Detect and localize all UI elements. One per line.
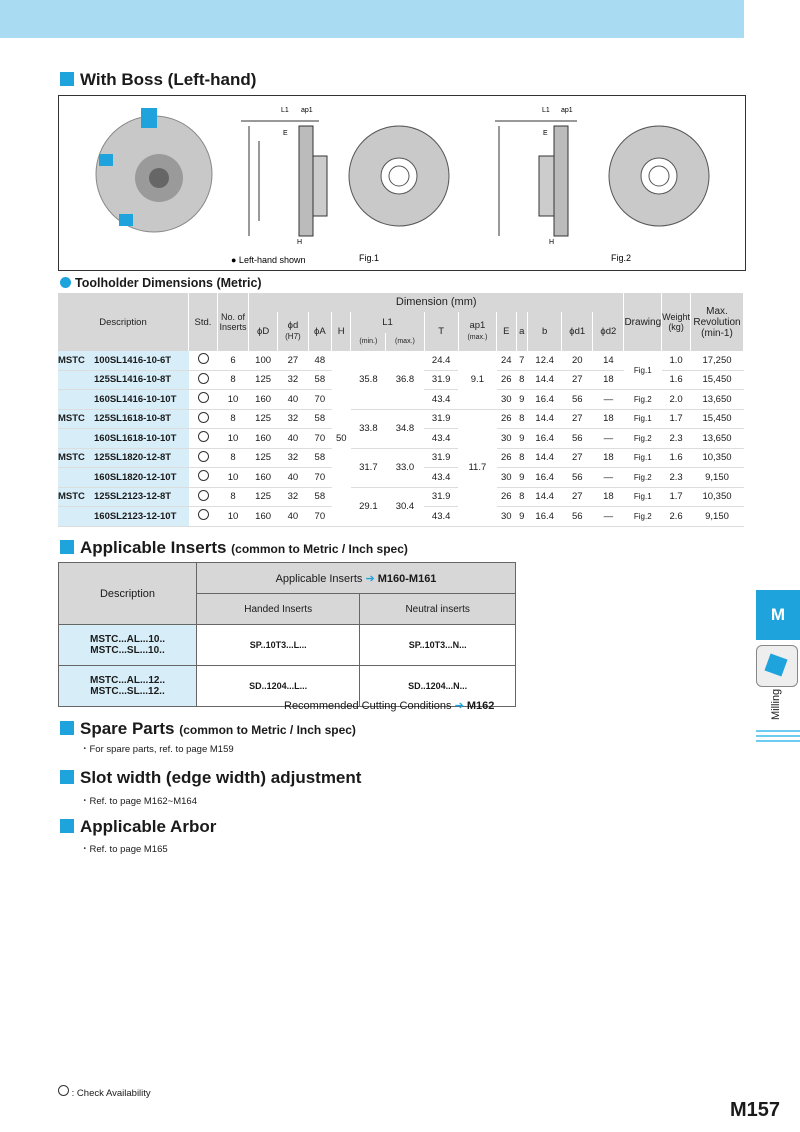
- cell-a: 8: [516, 448, 528, 468]
- section-inserts: Applicable Inserts (common to Metric / Inch spec): [60, 538, 408, 558]
- std-cell: [189, 351, 218, 370]
- label-H-2: H: [549, 239, 555, 246]
- cell-rev: 10,350: [691, 487, 744, 507]
- square-bullet-icon: [60, 819, 74, 833]
- cell-drawing: Fig.1: [624, 409, 662, 429]
- cell-d: 32: [278, 370, 308, 390]
- cell-drawing: Fig.2: [624, 507, 662, 527]
- cell-rev: 10,350: [691, 448, 744, 468]
- cell-a: 8: [516, 487, 528, 507]
- cell-drawing: Fig.1: [624, 448, 662, 468]
- availability-icon: [198, 412, 209, 423]
- cell-E: 30: [497, 507, 516, 527]
- cell-drawing: Fig.2: [624, 468, 662, 488]
- desc-cell: MSTC 125SL2123-12-8T: [58, 487, 189, 507]
- th-handed: Handed Inserts: [197, 594, 360, 625]
- cell-T: 31.9: [424, 409, 458, 429]
- cell-D: 160: [249, 468, 278, 488]
- cell-A: 70: [308, 468, 331, 488]
- cell-weight: 1.6: [662, 370, 691, 390]
- std-cell: [189, 487, 218, 507]
- cell-D: 160: [249, 507, 278, 527]
- cell-weight: 2.0: [662, 390, 691, 410]
- cell-E: 26: [497, 448, 516, 468]
- cell-d2: —: [593, 507, 624, 527]
- cell-d2: 18: [593, 370, 624, 390]
- availability-icon: [198, 451, 209, 462]
- th-L1-min: (min.): [351, 333, 386, 352]
- cell-D: 160: [249, 429, 278, 449]
- cell-b: 16.4: [528, 468, 562, 488]
- section-slot: Slot width (edge width) adjustment: [60, 768, 361, 788]
- insert-neutral: SP..10T3...N...: [360, 625, 516, 666]
- cell-n: 8: [218, 409, 249, 429]
- footnote: : Check Availability: [58, 1085, 151, 1099]
- cell-b: 16.4: [528, 429, 562, 449]
- cell-ap1: 11.7: [458, 409, 496, 526]
- cell-n: 10: [218, 468, 249, 488]
- th-max-rev: Max. Revolution (min-1): [691, 293, 744, 351]
- cell-A: 70: [308, 390, 331, 410]
- cell-D: 100: [249, 351, 278, 370]
- availability-icon: [198, 470, 209, 481]
- availability-icon: [198, 392, 209, 403]
- toolholder-heading: Toolholder Dimensions (Metric): [60, 276, 262, 290]
- desc-cell: 125SL1416-10-8T: [58, 370, 189, 390]
- cell-n: 6: [218, 351, 249, 370]
- inserts-table: [58, 562, 516, 707]
- cell-d1: 27: [562, 370, 593, 390]
- cell-weight: 1.0: [662, 351, 691, 370]
- cell-d1: 56: [562, 390, 593, 410]
- fig2-label: Fig.2: [611, 253, 632, 263]
- cell-E: 26: [497, 370, 516, 390]
- cell-d: 40: [278, 429, 308, 449]
- std-cell: [189, 448, 218, 468]
- th-std: Std.: [189, 293, 218, 351]
- th-a: a: [516, 312, 528, 352]
- side-tab-m[interactable]: M: [756, 590, 800, 640]
- table-row: [58, 351, 744, 370]
- cell-d: 32: [278, 487, 308, 507]
- section-arbor: Applicable Arbor: [60, 817, 216, 837]
- cell-E: 26: [497, 487, 516, 507]
- label-L1-2: L1: [542, 107, 550, 114]
- cutter-photo: [96, 108, 212, 232]
- label-H: H: [297, 239, 303, 246]
- th-description: Description: [58, 293, 189, 351]
- cell-weight: 1.6: [662, 448, 691, 468]
- label-ap1: ap1: [301, 107, 313, 114]
- square-bullet-icon: [60, 770, 74, 784]
- figure-box: [58, 95, 746, 271]
- cell-d: 27: [278, 351, 308, 370]
- std-cell: [189, 468, 218, 488]
- th-T: T: [424, 312, 458, 352]
- front-view-2: [609, 126, 709, 226]
- cell-D: 125: [249, 487, 278, 507]
- availability-icon: [198, 353, 209, 364]
- section-spare: Spare Parts (common to Metric / Inch spec): [60, 719, 356, 739]
- cell-A: 58: [308, 487, 331, 507]
- cell-a: 8: [516, 370, 528, 390]
- cell-H: 50: [332, 351, 351, 526]
- cell-b: 16.4: [528, 507, 562, 527]
- cell-drawing: Fig.2: [624, 429, 662, 449]
- label-ap1-2: ap1: [561, 107, 573, 114]
- th-L1: L1: [351, 312, 424, 333]
- th-D: ϕD: [249, 312, 278, 352]
- cell-d: 40: [278, 390, 308, 410]
- cell-rev: 13,650: [691, 390, 744, 410]
- cell-E: 30: [497, 390, 516, 410]
- cell-b: 14.4: [528, 370, 562, 390]
- cell-d2: —: [593, 390, 624, 410]
- cell-rev: 15,450: [691, 370, 744, 390]
- cell-rev: 17,250: [691, 351, 744, 370]
- cell-rev: 15,450: [691, 409, 744, 429]
- cell-n: 8: [218, 370, 249, 390]
- side-stripe: [756, 735, 800, 737]
- cell-d1: 27: [562, 409, 593, 429]
- table-row: [58, 409, 744, 429]
- cell-D: 125: [249, 409, 278, 429]
- milling-label: Milling: [770, 688, 782, 720]
- side-view-1: [241, 121, 327, 236]
- square-bullet-icon: [60, 72, 74, 86]
- cell-d1: 56: [562, 507, 593, 527]
- cell-d1: 56: [562, 429, 593, 449]
- label-L1: L1: [281, 107, 289, 114]
- insert-desc: MSTC...AL...10.. MSTC...SL...10..: [59, 625, 197, 666]
- cell-a: 8: [516, 409, 528, 429]
- cell-n: 10: [218, 390, 249, 410]
- arrow-link-icon: ➔: [454, 700, 464, 712]
- cell-T: 24.4: [424, 351, 458, 370]
- cell-weight: 1.7: [662, 487, 691, 507]
- cell-b: 14.4: [528, 487, 562, 507]
- arrow-link-icon: ➔: [365, 572, 375, 585]
- std-cell: [189, 409, 218, 429]
- th-inserts: No. of Inserts: [218, 293, 249, 351]
- cell-d1: 56: [562, 468, 593, 488]
- label-E: E: [283, 130, 288, 137]
- cell-T: 43.4: [424, 429, 458, 449]
- cell-A: 70: [308, 429, 331, 449]
- cell-d2: 18: [593, 448, 624, 468]
- cell-d2: 18: [593, 409, 624, 429]
- th-dimension: Dimension (mm): [249, 293, 624, 312]
- cell-weight: 1.7: [662, 409, 691, 429]
- square-bullet-icon: [60, 721, 74, 735]
- cell-d2: —: [593, 429, 624, 449]
- cell-d1: 27: [562, 448, 593, 468]
- cell-E: 30: [497, 429, 516, 449]
- cell-A: 58: [308, 409, 331, 429]
- desc-cell: MSTC 100SL1416-10-6T: [58, 351, 189, 370]
- availability-icon: [198, 509, 209, 520]
- insert-handed: SD..1204...L...: [197, 666, 360, 707]
- cell-T: 31.9: [424, 448, 458, 468]
- th-drawing: Drawing: [624, 293, 662, 351]
- insert-neutral: SD..1204...N...: [360, 666, 516, 707]
- cell-d: 32: [278, 409, 308, 429]
- fig1-label: Fig.1: [359, 253, 380, 263]
- desc-cell: 160SL1618-10-10T: [58, 429, 189, 449]
- cell-E: 30: [497, 468, 516, 488]
- cell-L1-min: 35.8: [351, 351, 386, 409]
- cell-a: 9: [516, 429, 528, 449]
- cell-b: 16.4: [528, 390, 562, 410]
- cell-L1-min: 29.1: [351, 487, 386, 526]
- std-cell: [189, 429, 218, 449]
- recommended-conditions: Recommended Cutting Conditions ➔ M162: [284, 700, 495, 712]
- std-cell: [189, 370, 218, 390]
- th-d2: ϕd2: [593, 312, 624, 352]
- availability-icon: [198, 490, 209, 501]
- cell-T: 43.4: [424, 390, 458, 410]
- cell-b: 12.4: [528, 351, 562, 370]
- side-stripe: [756, 730, 800, 732]
- section-with-boss: With Boss (Left-hand): [60, 70, 256, 90]
- th-L1-max: (max.): [386, 333, 424, 352]
- side-stripe: [756, 740, 800, 742]
- desc-cell: MSTC 125SL1820-12-8T: [58, 448, 189, 468]
- cell-E: 24: [497, 351, 516, 370]
- cell-n: 8: [218, 448, 249, 468]
- cell-n: 8: [218, 487, 249, 507]
- slot-note: ・Ref. to page M162~M164: [80, 796, 197, 807]
- cell-A: 58: [308, 370, 331, 390]
- cell-L1-max: 34.8: [386, 409, 424, 448]
- cell-d2: 14: [593, 351, 624, 370]
- cell-ap1: 9.1: [458, 351, 496, 409]
- table-row: [58, 448, 744, 468]
- cell-d: 32: [278, 448, 308, 468]
- front-view-1: [349, 126, 449, 226]
- availability-icon: [58, 1085, 69, 1096]
- insert-desc: MSTC...AL...12.. MSTC...SL...12..: [59, 666, 197, 707]
- cell-drawing: Fig.2: [624, 390, 662, 410]
- cell-d1: 20: [562, 351, 593, 370]
- cell-L1-max: 36.8: [386, 351, 424, 409]
- availability-icon: [198, 431, 209, 442]
- page-number: M157: [729, 1099, 780, 1121]
- cell-D: 125: [249, 448, 278, 468]
- th-H: H: [332, 312, 351, 352]
- cell-drawing: Fig.1: [624, 351, 662, 390]
- desc-cell: MSTC 125SL1618-10-8T: [58, 409, 189, 429]
- th-d: ϕd (H7): [278, 312, 308, 352]
- circle-bullet-icon: [60, 277, 71, 288]
- th-ins-title: Applicable Inserts ➔ M160-M161: [197, 563, 516, 594]
- cell-drawing: Fig.1: [624, 487, 662, 507]
- cell-weight: 2.3: [662, 468, 691, 488]
- th-weight: Weight (kg): [662, 293, 691, 351]
- th-b: b: [528, 312, 562, 352]
- table-row: [58, 487, 744, 507]
- cell-n: 10: [218, 507, 249, 527]
- cell-T: 43.4: [424, 468, 458, 488]
- insert-row: [59, 625, 516, 666]
- cell-a: 9: [516, 507, 528, 527]
- insert-handed: SP..10T3...L...: [197, 625, 360, 666]
- cell-d: 40: [278, 468, 308, 488]
- cell-rev: 13,650: [691, 429, 744, 449]
- cell-T: 31.9: [424, 370, 458, 390]
- cell-d: 40: [278, 507, 308, 527]
- th-ins-description: Description: [59, 563, 197, 625]
- cell-a: 9: [516, 468, 528, 488]
- cell-A: 48: [308, 351, 331, 370]
- cell-rev: 9,150: [691, 507, 744, 527]
- top-banner: [0, 0, 744, 38]
- std-cell: [189, 390, 218, 410]
- cell-L1-min: 31.7: [351, 448, 386, 487]
- cell-d1: 27: [562, 487, 593, 507]
- cell-D: 125: [249, 370, 278, 390]
- cell-d2: 18: [593, 487, 624, 507]
- ins-ref-link[interactable]: M160-M161: [377, 572, 437, 585]
- label-E-2: E: [543, 130, 548, 137]
- tool-drawings: [59, 96, 745, 270]
- cell-b: 14.4: [528, 409, 562, 429]
- desc-cell: 160SL1820-12-10T: [58, 468, 189, 488]
- cell-rev: 9,150: [691, 468, 744, 488]
- cell-a: 9: [516, 390, 528, 410]
- square-bullet-icon: [60, 540, 74, 554]
- std-cell: [189, 507, 218, 527]
- availability-icon: [198, 373, 209, 384]
- left-hand-note: ● Left-hand shown: [231, 255, 306, 265]
- desc-cell: 160SL2123-12-10T: [58, 507, 189, 527]
- cell-weight: 2.3: [662, 429, 691, 449]
- side-view-2: [495, 121, 577, 236]
- arbor-note: ・Ref. to page M165: [80, 844, 168, 855]
- spare-note: ・For spare parts, ref. to page M159: [80, 744, 234, 755]
- cell-n: 10: [218, 429, 249, 449]
- cell-L1-max: 33.0: [386, 448, 424, 487]
- th-A: ϕA: [308, 312, 331, 352]
- cell-L1-max: 30.4: [386, 487, 424, 526]
- recommended-link[interactable]: M162: [466, 700, 495, 712]
- toolholder-table: [58, 293, 744, 527]
- cell-b: 14.4: [528, 448, 562, 468]
- cell-T: 31.9: [424, 487, 458, 507]
- cell-a: 7: [516, 351, 528, 370]
- cell-E: 26: [497, 409, 516, 429]
- th-ap1: ap1 (max.): [458, 312, 496, 352]
- cell-d2: —: [593, 468, 624, 488]
- cell-L1-min: 33.8: [351, 409, 386, 448]
- cell-T: 43.4: [424, 507, 458, 527]
- th-E: E: [497, 312, 516, 352]
- cell-weight: 2.6: [662, 507, 691, 527]
- cell-A: 70: [308, 507, 331, 527]
- desc-cell: 160SL1416-10-10T: [58, 390, 189, 410]
- th-neutral: Neutral inserts: [360, 594, 516, 625]
- cell-D: 160: [249, 390, 278, 410]
- cell-A: 58: [308, 448, 331, 468]
- th-d1: ϕd1: [562, 312, 593, 352]
